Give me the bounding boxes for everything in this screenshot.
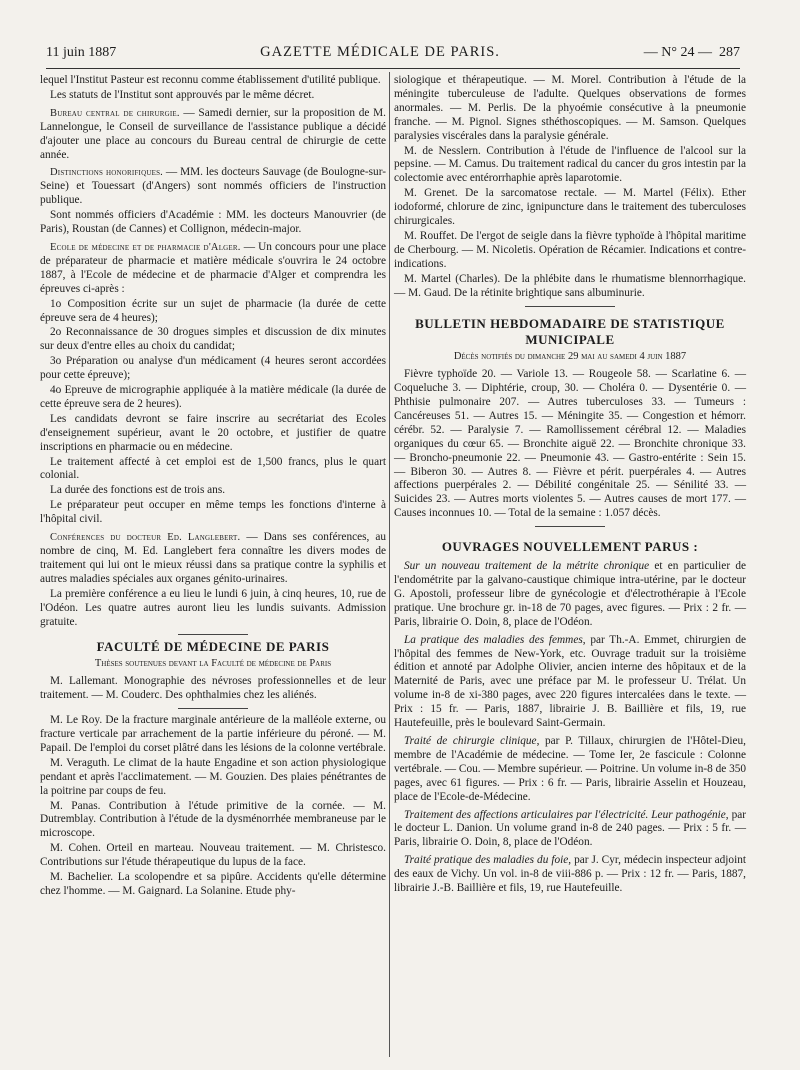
thesis-entry: M. Le Roy. De la fracture marginale antérieure de la malléole externe, ou fracture verticale par arrachement de la partie inférieure du péroné. — M. Papail. De l'emploi du corset plâtré dans les lésions de la colonne vertébrale. xyxy=(40,714,386,754)
book-title: Sur un nouveau traitement de la métrite chronique xyxy=(404,560,650,573)
section-rule xyxy=(178,634,248,635)
header-page-number xyxy=(644,45,740,61)
paragraph: Les candidats devront se faire inscrire au secrétariat des Ecoles d'enseignement supérieur, avant le 20 octobre, et justifier de quatre inscriptions en pharmacie ou en médecine. xyxy=(40,412,386,453)
header-rule xyxy=(46,68,740,69)
paragraph: La première conférence a eu lieu le lundi 6 juin, à cinq heures, 10, rue de l'Odéon. Les quatre autres auront lieu les lundis suivants. Admission gratuite. xyxy=(40,587,386,628)
news-item: Conférences du docteur Ed. Langlebert. — Dans ses conférences, au nombre de cinq, M. Ed. Langlebert fera connaître les divers modes de traitement qui lui ont le mieux réussi dans sa pratique contre la syphilis et autres maladies spéciales aux organes génito-urinaires. xyxy=(40,531,386,585)
thesis-entry: siologique et thérapeutique. — M. Morel. Contribution à l'étude de la méningite tuberculeuse de l'adulte. Quelques observations de formes anormales. — M. Perlis. De la phyoémie consécutive à la pneumonie franche. — M. Pignol. Signes sthéthoscopiques. — M. Samson. Quelques paralysies viscérales dans la paralysie générale. xyxy=(394,74,746,142)
section-title: BULLETIN HEBDOMADAIRE DE STATISTIQUE xyxy=(415,315,725,331)
paragraph: Le préparateur peut occuper en même temps les fonctions d'interne à l'hôpital civil. xyxy=(40,499,386,526)
thesis-entry: M. Panas. Contribution à l'étude primitive de la cornée. — M. Dutremblay. Contribution à l'étude de la dysménorrhée membraneuse par le microscope. xyxy=(40,799,386,840)
thesis-entry: M. Bachelier. La scolopendre et sa pipûre. Accidents qu'elle détermine chez l'homme. — M. Gaignard. La Solanine. Etude phy- xyxy=(40,871,386,897)
section-subtitle: Décès notifiés du dimanche 29 mai au samedi 4 juin 1887 xyxy=(453,351,687,363)
paragraph: Sont nommés officiers d'Académie : MM. les docteurs Manouvrier (de Paris), Roustan (de Cannes) et Collignon, médecin-major. xyxy=(40,209,386,236)
paragraph: 4o Epreuve de micrographie appliquée à la matière médicale (la durée de cette épreuve sera de 2 heures). xyxy=(40,384,386,410)
section-title: OUVRAGES NOUVELLEMENT PARUS : xyxy=(441,539,699,555)
thesis-entry: M. Veraguth. Le climat de la haute Engadine et son action physiologique pendant et après l'acclimatement. — M. Gouzien. Des plaies pénétrantes de la poitrine par coups de feu. xyxy=(40,756,386,797)
book-entry: La pratique des maladies des femmes, par Th.-A. Emmet, chirurgien de l'hôpital des femmes de New-York, etc. Ouvrage traduit sur la troisième édition et annoté par Adolphe Olivier, ancien interne des hôpitaux et de la Maternité de Paris, avec une préface par M. le professeur U. Trélat. Un volume in-8 de xi-380 pages, avec 220 figures intercalées dans le texte. — Prix : 15 fr. — Paris, 1887, librairie J. B. Baillière et fils, 19, rue Hautefeuille, près le boulevard Saint-Germain. xyxy=(394,633,746,730)
news-item: Bureau central de chirurgie. — Samedi dernier, sur la proposition de M. Lannelongue, le Conseil de surveillance de l'assistance publique a décidé d'ajouter une place au concours du Bureau central de chirurgie de cette année. xyxy=(40,106,386,161)
header-issue: — N° 24 — xyxy=(643,45,712,60)
thesis-entry: M. Cohen. Orteil en marteau. Nouveau traitement. — M. Christesco. Contributions sur l'étude thérapeutique du lupus de la face. xyxy=(40,842,386,869)
section-title: FACULTÉ DE MÉDECINE DE PARIS xyxy=(96,639,330,655)
news-heading: Ecole de médecine et de pharmacie d'Alger. xyxy=(50,241,241,253)
news-item: Ecole de médecine et de pharmacie d'Alger. — Un concours pour une place de préparateur de pharmacie et matière médicale s'ouvrira le 24 octobre 1887, à l'Ecole de médecine et de pharmacie d'Alger et comprendra les épreuves ci-après : xyxy=(40,240,386,295)
news-heading: Bureau central de chirurgie. xyxy=(50,107,180,119)
thesis-entry: M. Grenet. De la sarcomatose rectale. — M. Martel (Félix). Ether iodoformé, chlorure de zinc, ignipuncture dans le traitement des tuberculoses chirurgicales. xyxy=(394,187,746,228)
section-subtitle: Thèses soutenues devant la Faculté de médecine de Paris xyxy=(94,658,332,670)
thesis-entry: M. Martel (Charles). De la phlébite dans le rhumatisme blennorrhagique. — M. Gaud. De la rétinite brightique sans albuminurie. xyxy=(394,272,746,299)
section-rule xyxy=(535,526,605,527)
header-date: 11 juin 1887 xyxy=(46,45,117,60)
news-heading: Distinctions honorifiques. xyxy=(50,167,163,179)
left-column xyxy=(40,74,386,900)
book-title: Traité de chirurgie clinique xyxy=(404,734,537,747)
paragraph: lequel l'Institut Pasteur est reconnu comme établissement d'utilité publique. xyxy=(40,74,381,86)
header-title: GAZETTE MÉDICALE DE PARIS. xyxy=(260,44,500,60)
column-divider xyxy=(389,72,390,1057)
thesis-entry: M. Rouffet. De l'ergot de seigle dans la fièvre typhoïde à l'hôpital maritime de Cherbourg. — M. Nicoletis. Opération de Récamier. Indications et contre-indications. xyxy=(394,229,746,270)
paragraph: 2o Reconnaissance de 30 drogues simples et discussion de dix minutes sur deux d'entre elles au choix du candidat; xyxy=(40,326,386,353)
thesis-entry: M. de Nesslern. Contribution à l'étude de l'influence de l'alcool sur la pepsine. — M. Camus. Du traitement radical du cancer du gros intestin par la colectomie avec entérorrhaphie après laparotomie. xyxy=(394,144,746,185)
book-entry: Traité pratique des maladies du foie, par J. Cyr, médecin inspecteur adjoint des eaux de Vichy. Un vol. in-8 de viii-886 p. — Prix : 12 fr. — Paris, 1887, librairie J.-B. Baillière et fils, 19, rue Hautefeuille. xyxy=(394,854,746,895)
right-column xyxy=(394,74,746,897)
page-header xyxy=(46,44,740,66)
book-title: Traitement des affections articulaires par l'électricité. Leur pathogénie xyxy=(404,808,726,821)
book-title: La pratique des maladies des femmes xyxy=(404,633,583,646)
paragraph: 1o Composition écrite sur un sujet de pharmacie (la durée de cette épreuve sera de 4 heures); xyxy=(40,297,386,324)
paragraph: 3o Préparation ou analyse d'un médicament (4 heures seront accordées pour cette épreuve); xyxy=(40,355,386,382)
news-item: Distinctions honorifiques. — MM. les docteurs Sauvage (de Boulogne-sur-Seine) et Touessart (d'Angers) sont nommés officiers de l'instruction publique. xyxy=(40,166,386,207)
book-entry: Traitement des affections articulaires par l'électricité. Leur pathogénie, par le docteur L. Danion. Un volume grand in-8 de 240 pages. — Prix : 5 fr. — Paris, librairie O. Doin, 8, place de l'Odéon. xyxy=(394,808,746,849)
section-rule xyxy=(525,306,615,307)
paragraph: Le traitement affecté à cet emploi est de 1,500 francs, plus le quart colonial. xyxy=(40,455,386,482)
thesis-entry: M. Lallemant. Monographie des névroses professionnelles et de leur traitement. — M. Couderc. Des ophthalmies chez les aliénés. xyxy=(40,675,386,702)
separator xyxy=(178,708,248,709)
paragraph: La durée des fonctions est de trois ans. xyxy=(50,484,226,497)
header-page: 287 xyxy=(719,45,740,60)
paragraph: Les statuts de l'Institut sont approuvés par le même décret. xyxy=(50,88,315,101)
book-entry: Sur un nouveau traitement de la métrite chronique et en particulier de l'endométrite par la galvano-caustique chimique intra-utérine, par le docteur G. Apostoli, professeur libre de gynécologie et d'électrothérapie à l'Ecole pratique. Une brochure gr. in-18 de 70 pages, avec figures. — Prix : 2 fr. — Paris, librairie O. Doin, 8, place de l'Odéon. xyxy=(394,560,746,628)
section-title-line2: MUNICIPALE xyxy=(525,332,615,348)
statistics-paragraph: Fièvre typhoïde 20. — Variole 13. — Rougeole 58. — Scarlatine 6. — Coqueluche 3. — Diphtérie, croup, 30. — Choléra 0. — Dysentérie 0. — Phthisie pulmonaire 207. — Autres tuberculoses 33. — Tumeurs : Cancéreuses 51. — Autres 15. — Méningite 35. — Congestion et hémorr. cérébr. 52. — Paralysie 7. — Ramollissement cérébral 12. — Maladies organiques du cœur 65. — Bronchite aiguë 22. — Bronchite chronique 33. — Broncho-pneumonie 22. — Pneumonie 43. — Gastro-entérite : Sein 15. — Biberon 30. — Autres 8. — Fièvre et périt. puerpérales 4. — Autres affections puerpérales 2. — Débilité congénitale 25. — Sénilité 33. — Suicides 23. — Autres morts violentes 5. — Autres causes de mort 177. — Causes inconnues 10. — Total de la semaine : 1.057 décès. xyxy=(394,368,746,520)
news-heading: Conférences du docteur Ed. Langlebert. xyxy=(50,532,241,544)
book-entry: Traité de chirurgie clinique, par P. Tillaux, chirurgien de l'Hôtel-Dieu, membre de l'Académie de médecine. — Tome Ier, 2e fascicule : Colonne vertébrale. — Cou. — Membre supérieur. — Poitrine. Un volume in-8 de 350 pages, avec 61 figures. — Prix : 6 fr. — Paris, librairie Asselin et Houzeau, place de l'Ecole-de-Médecine. xyxy=(394,734,747,803)
book-title: Traité pratique des maladies du foie xyxy=(404,854,569,867)
